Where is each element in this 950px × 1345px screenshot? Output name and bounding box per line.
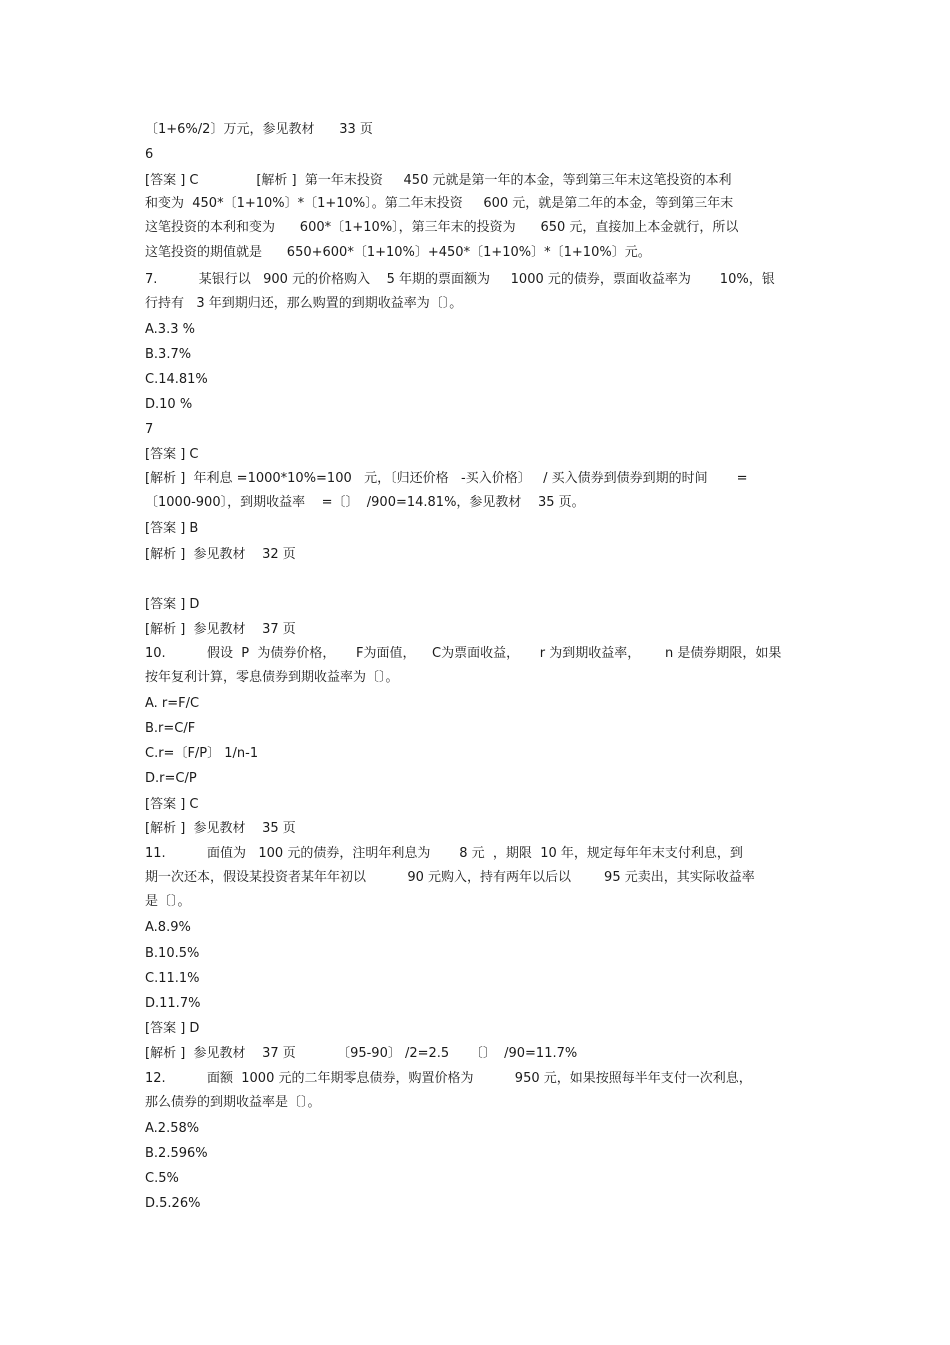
- analysis-line: [解析 ] 参见教材 37 页: [145, 622, 296, 637]
- option-b: B.3.7%: [145, 347, 192, 362]
- text-line: 〔1+6%/2〕万元，参见教材 33 页: [145, 122, 373, 137]
- text-line: [答案 ] C [解析 ] 第一年末投资 450 元就是第一年的本金，等到第三年末这笔投资的本利: [145, 173, 732, 188]
- analysis-line: [解析 ] 参见教材 35 页: [145, 821, 296, 836]
- option-c: C.14.81%: [145, 372, 208, 387]
- text-line: 这笔投资的本利和变为 600*〔1+10%〕，第三年末的投资为 650 元，直接加上本金就行，所以: [145, 220, 739, 235]
- question-7: 7. 某银行以 900 元的价格购入 5 年期的票面额为 1000 元的债券，票面收益率为 10%，银: [145, 272, 775, 287]
- question-10: 10. 假设 P 为债券价格， F为面值， C为票面收益， r 为到期收益率， n 是债券期限，如果: [145, 646, 782, 661]
- answer-line: [答案 ] D: [145, 1021, 200, 1036]
- option-b: B.r=C/F: [145, 721, 196, 736]
- option-b: B.2.596%: [145, 1146, 208, 1161]
- option-d: D.r=C/P: [145, 771, 197, 786]
- analysis-line: [解析 ] 参见教材 32 页: [145, 547, 296, 562]
- option-d: D.11.7%: [145, 996, 201, 1011]
- text-line: 6: [145, 147, 154, 162]
- answer-line: [答案 ] C: [145, 797, 199, 812]
- option-d: D.10 %: [145, 397, 193, 412]
- option-a: A.2.58%: [145, 1121, 200, 1136]
- text-line: 7: [145, 422, 154, 437]
- text-line: 按年复利计算，零息债券到期收益率为〔〕。: [145, 670, 399, 685]
- analysis-line: [解析 ] 参见教材 37 页 〔95-90〕 /2=2.5 〔〕 /90=11.7%: [145, 1046, 578, 1061]
- answer-line: [答案 ] B: [145, 521, 199, 536]
- option-c: C.11.1%: [145, 971, 200, 986]
- text-line: 期一次还本，假设某投资者某年年初以 90 元购入，持有两年以后以 95 元卖出，其实际收益率: [145, 870, 755, 885]
- option-d: D.5.26%: [145, 1196, 201, 1211]
- text-line: 行持有 3 年到期归还，那么购置的到期收益率为〔〕。: [145, 296, 463, 311]
- option-c: C.5%: [145, 1171, 179, 1186]
- question-12: 12. 面额 1000 元的二年期零息债券，购置价格为 950 元，如果按照每半年支付一次利息，: [145, 1071, 752, 1086]
- analysis-line: [解析 ] 年利息 =1000*10%=100 元，〔归还价格 -买入价格〕 / 买入债券到债券到期的时间 =: [145, 471, 748, 486]
- answer-line: [答案 ] C: [145, 447, 199, 462]
- text-line: 那么债券的到期收益率是〔〕。: [145, 1095, 321, 1110]
- text-line: 〔1000-900〕，到期收益率 =〔〕 /900=14.81%，参见教材 35 页。: [145, 495, 585, 510]
- option-b: B.10.5%: [145, 946, 200, 961]
- text-line: 和变为 450*〔1+10%〕*〔1+10%〕。第二年末投资 600 元，就是第二年的本金，等到第三年末: [145, 196, 734, 211]
- text-line: 是〔〕。: [145, 894, 191, 909]
- option-c: C.r=〔F/P〕 1/n-1: [145, 746, 259, 761]
- answer-line: [答案 ] D: [145, 597, 200, 612]
- question-11: 11. 面值为 100 元的债券，注明年利息为 8 元 ，期限 10 年，规定每年年末支付利息，到: [145, 846, 743, 861]
- text-line: 这笔投资的期值就是 650+600*〔1+10%〕+450*〔1+10%〕*〔1+10%〕元。: [145, 245, 651, 260]
- option-a: A.3.3 %: [145, 322, 195, 337]
- option-a: A. r=F/C: [145, 696, 200, 711]
- option-a: A.8.9%: [145, 920, 191, 935]
